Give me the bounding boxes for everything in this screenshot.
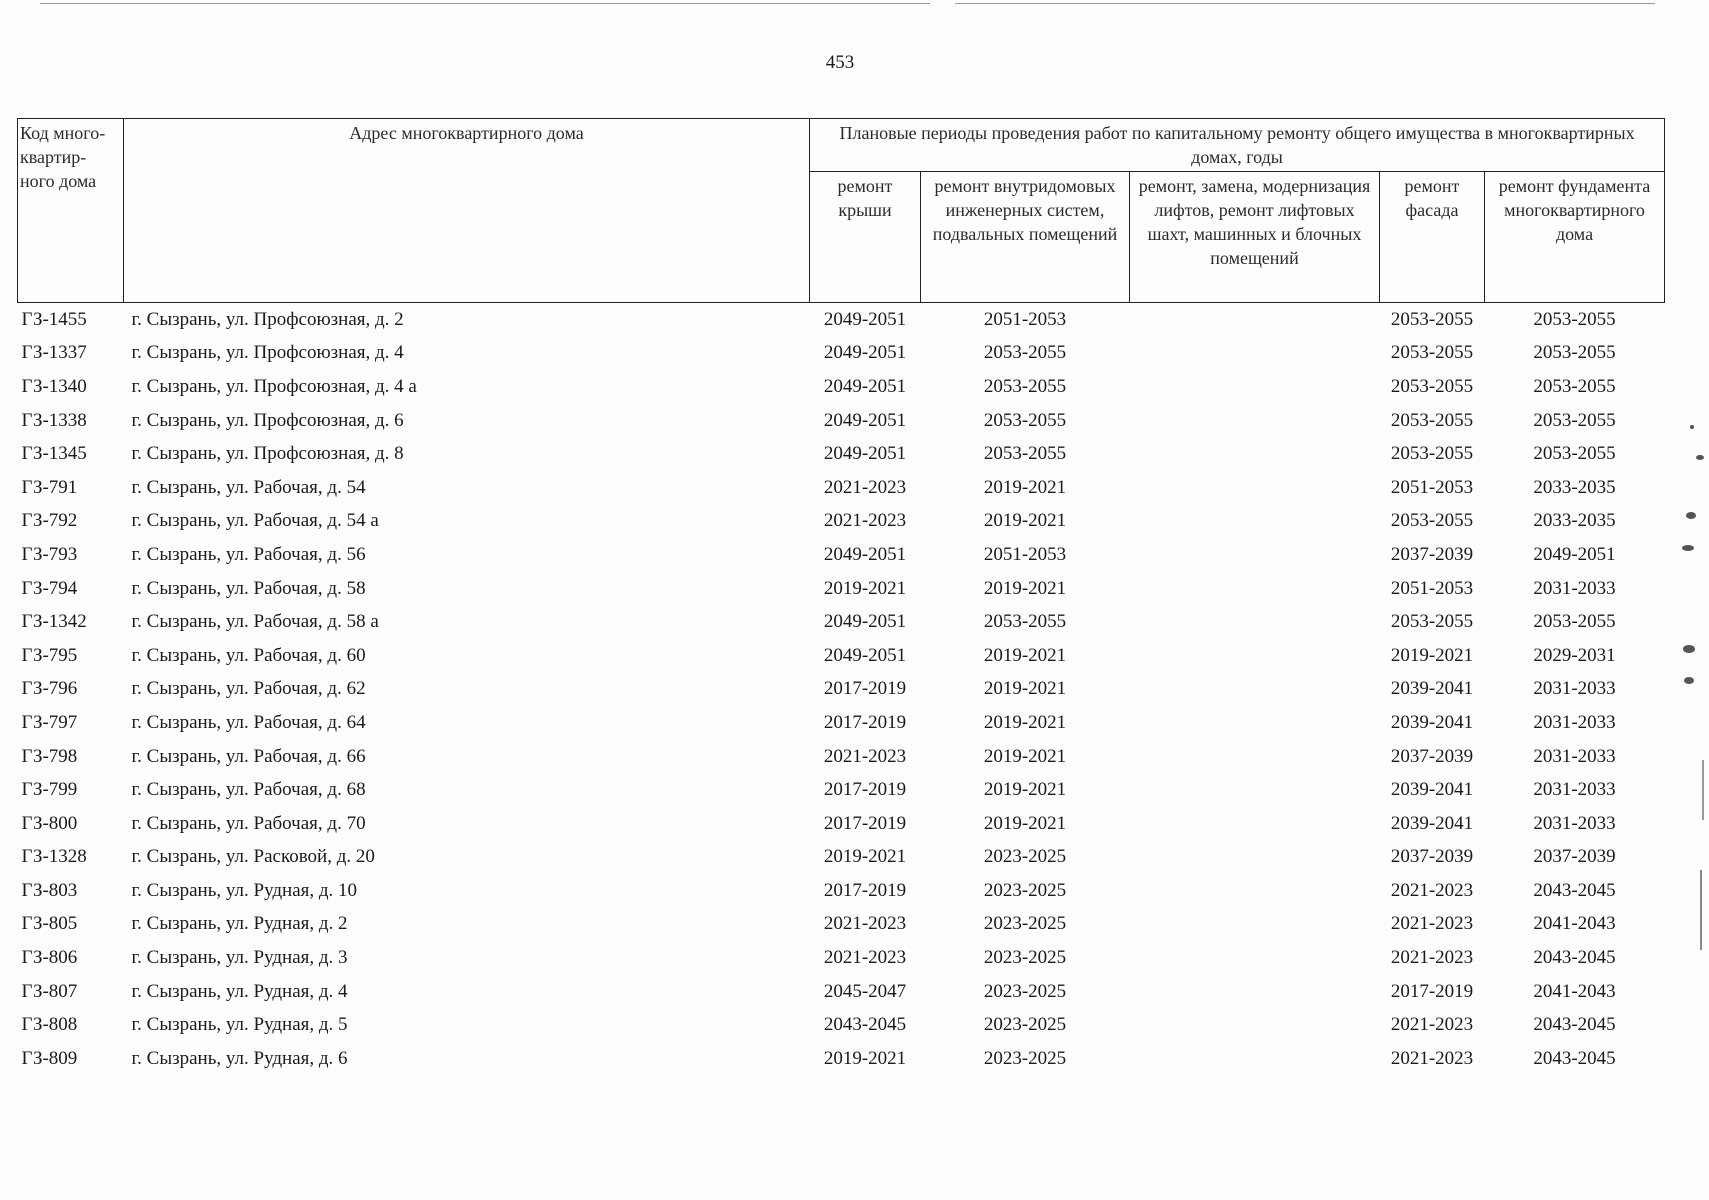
cell-engineering-period: 2023-2025	[983, 879, 1067, 901]
page-number: 453	[825, 52, 855, 73]
cell-facade-period: 2037-2039	[1390, 846, 1474, 868]
cell-facade-period: 2017-2019	[1390, 980, 1474, 1002]
header-engineering-repair: ремонт внутридомовых инженерных систем, подвальных помещений	[921, 172, 1130, 303]
cell-address: г. Сызрань, ул. Профсоюзная, д. 8	[131, 443, 404, 465]
cell-engineering-period: 2023-2025	[983, 947, 1067, 969]
cell-address: г. Сызрань, ул. Рабочая, д. 64	[131, 711, 366, 733]
cell-lift-period	[1130, 908, 1380, 942]
cell-roof-period: 2049-2051	[823, 308, 907, 330]
header-lift-repair: ремонт, замена, модернизация лифтов, ремонт лифтовых шахт, машинных и блочных помещений	[1130, 172, 1380, 303]
cell-facade-period: 2053-2055	[1390, 375, 1474, 397]
table-row	[18, 975, 1665, 1009]
cell-lift-period	[1130, 505, 1380, 539]
cell-foundation-period: 2053-2055	[1533, 409, 1616, 431]
cell-address: г. Сызрань, ул. Рабочая, д. 58	[131, 577, 366, 599]
table-row	[18, 404, 1665, 438]
cell-roof-period: 2021-2023	[823, 947, 907, 969]
cell-engineering-period: 2023-2025	[983, 980, 1067, 1002]
cell-building-code: ГЗ-805	[21, 913, 78, 935]
cell-engineering-period: 2023-2025	[983, 846, 1067, 868]
cell-lift-period	[1130, 404, 1380, 438]
cell-facade-period: 2053-2055	[1390, 409, 1474, 431]
cell-building-code: ГЗ-791	[21, 476, 78, 498]
cell-address: г. Сызрань, ул. Рудная, д. 10	[131, 879, 358, 901]
scan-speck	[1683, 645, 1695, 653]
cell-lift-period	[1130, 941, 1380, 975]
cell-address: г. Сызрань, ул. Рабочая, д. 54	[131, 476, 366, 498]
cell-engineering-period: 2053-2055	[983, 611, 1067, 633]
cell-lift-period	[1130, 337, 1380, 371]
cell-foundation-period: 2031-2033	[1533, 745, 1616, 767]
cell-roof-period: 2049-2051	[823, 611, 907, 633]
table-header	[18, 119, 1665, 303]
cell-address: г. Сызрань, ул. Профсоюзная, д. 6	[131, 409, 404, 431]
table-row	[18, 437, 1665, 471]
cell-foundation-period: 2037-2039	[1533, 846, 1616, 868]
cell-foundation-period: 2031-2033	[1533, 812, 1616, 834]
cell-lift-period	[1130, 841, 1380, 875]
table-row	[18, 841, 1665, 875]
cell-building-code: ГЗ-807	[21, 980, 78, 1002]
scan-speck	[1684, 677, 1694, 684]
cell-engineering-period: 2019-2021	[983, 678, 1067, 700]
cell-address: г. Сызрань, ул. Рабочая, д. 54 а	[131, 510, 379, 532]
cell-building-code: ГЗ-1337	[21, 342, 87, 364]
cell-foundation-period: 2031-2033	[1533, 779, 1616, 801]
cell-building-code: ГЗ-803	[21, 879, 78, 901]
table-row	[18, 740, 1665, 774]
cell-roof-period: 2043-2045	[823, 1014, 907, 1036]
cell-lift-period	[1130, 975, 1380, 1009]
cell-foundation-period: 2053-2055	[1533, 308, 1616, 330]
cell-facade-period: 2039-2041	[1390, 711, 1474, 733]
repair-schedule-table	[17, 118, 1665, 1076]
cell-building-code: ГЗ-809	[21, 1047, 78, 1069]
cell-building-code: ГЗ-1345	[21, 443, 87, 465]
cell-address: г. Сызрань, ул. Рабочая, д. 60	[131, 644, 366, 666]
cell-building-code: ГЗ-794	[21, 577, 78, 599]
cell-foundation-period: 2031-2033	[1533, 678, 1616, 700]
cell-foundation-period: 2029-2031	[1533, 644, 1616, 666]
cell-foundation-period: 2031-2033	[1533, 577, 1616, 599]
cell-address: г. Сызрань, ул. Рабочая, д. 70	[131, 812, 366, 834]
header-planned-periods: Плановые периоды проведения работ по капитальному ремонту общего имущества в многоквартирных домах, годы	[810, 119, 1665, 172]
table-row	[18, 1042, 1665, 1076]
cell-engineering-period: 2053-2055	[983, 342, 1067, 364]
cell-facade-period: 2053-2055	[1390, 342, 1474, 364]
cell-facade-period: 2039-2041	[1390, 678, 1474, 700]
cell-foundation-period: 2043-2045	[1533, 1047, 1616, 1069]
cell-lift-period	[1130, 538, 1380, 572]
cell-facade-period: 2039-2041	[1390, 812, 1474, 834]
table-row	[18, 941, 1665, 975]
cell-engineering-period: 2019-2021	[983, 577, 1067, 599]
cell-facade-period: 2021-2023	[1390, 913, 1474, 935]
cell-foundation-period: 2031-2033	[1533, 711, 1616, 733]
cell-facade-period: 2051-2053	[1390, 476, 1474, 498]
cell-facade-period: 2021-2023	[1390, 1014, 1474, 1036]
cell-facade-period: 2021-2023	[1390, 1047, 1474, 1069]
cell-roof-period: 2049-2051	[823, 443, 907, 465]
cell-address: г. Сызрань, ул. Профсоюзная, д. 4 а	[131, 375, 417, 397]
cell-building-code: ГЗ-1328	[21, 846, 87, 868]
scan-speck	[1702, 760, 1704, 820]
cell-lift-period	[1130, 437, 1380, 471]
cell-address: г. Сызрань, ул. Рудная, д. 5	[131, 1014, 348, 1036]
cell-facade-period: 2053-2055	[1390, 443, 1474, 465]
cell-facade-period: 2053-2055	[1390, 611, 1474, 633]
cell-address: г. Сызрань, ул. Рабочая, д. 58 а	[131, 611, 379, 633]
table-row	[18, 1008, 1665, 1042]
cell-foundation-period: 2043-2045	[1533, 947, 1616, 969]
cell-lift-period	[1130, 370, 1380, 404]
cell-roof-period: 2021-2023	[823, 745, 907, 767]
table-row	[18, 471, 1665, 505]
cell-engineering-period: 2053-2055	[983, 375, 1067, 397]
cell-building-code: ГЗ-1338	[21, 409, 87, 431]
cell-roof-period: 2049-2051	[823, 409, 907, 431]
cell-foundation-period: 2053-2055	[1533, 342, 1616, 364]
cell-building-code: ГЗ-793	[21, 543, 78, 565]
cell-engineering-period: 2019-2021	[983, 779, 1067, 801]
cell-facade-period: 2051-2053	[1390, 577, 1474, 599]
table-row	[18, 706, 1665, 740]
table-row	[18, 908, 1665, 942]
cell-roof-period: 2021-2023	[823, 913, 907, 935]
cell-lift-period	[1130, 773, 1380, 807]
cell-foundation-period: 2033-2035	[1533, 510, 1616, 532]
cell-lift-period	[1130, 1008, 1380, 1042]
cell-engineering-period: 2053-2055	[983, 443, 1067, 465]
cell-foundation-period: 2053-2055	[1533, 443, 1616, 465]
cell-building-code: ГЗ-797	[21, 711, 78, 733]
cell-engineering-period: 2019-2021	[983, 644, 1067, 666]
cell-building-code: ГЗ-798	[21, 745, 78, 767]
cell-facade-period: 2037-2039	[1390, 745, 1474, 767]
cell-address: г. Сызрань, ул. Профсоюзная, д. 2	[131, 308, 404, 330]
cell-roof-period: 2019-2021	[823, 846, 907, 868]
cell-address: г. Сызрань, ул. Рудная, д. 6	[131, 1047, 348, 1069]
cell-building-code: ГЗ-795	[21, 644, 78, 666]
cell-roof-period: 2045-2047	[823, 980, 907, 1002]
cell-engineering-period: 2019-2021	[983, 812, 1067, 834]
table-row	[18, 639, 1665, 673]
cell-lift-period	[1130, 303, 1380, 337]
cell-lift-period	[1130, 673, 1380, 707]
scan-top-rule-left	[40, 3, 930, 4]
cell-address: г. Сызрань, ул. Рудная, д. 2	[131, 913, 348, 935]
cell-lift-period	[1130, 1042, 1380, 1076]
scan-speck	[1690, 425, 1694, 429]
cell-building-code: ГЗ-1455	[21, 308, 87, 330]
cell-lift-period	[1130, 605, 1380, 639]
table-row	[18, 303, 1665, 337]
table-row	[18, 807, 1665, 841]
scan-speck	[1686, 512, 1696, 519]
cell-engineering-period: 2051-2053	[983, 543, 1067, 565]
cell-roof-period: 2021-2023	[823, 510, 907, 532]
cell-engineering-period: 2019-2021	[983, 510, 1067, 532]
cell-building-code: ГЗ-796	[21, 678, 78, 700]
table-body	[18, 303, 1665, 1076]
cell-lift-period	[1130, 874, 1380, 908]
cell-building-code: ГЗ-806	[21, 947, 78, 969]
table-row	[18, 874, 1665, 908]
cell-lift-period	[1130, 740, 1380, 774]
cell-address: г. Сызрань, ул. Рабочая, д. 56	[131, 543, 366, 565]
cell-foundation-period: 2041-2043	[1533, 913, 1616, 935]
table-row	[18, 673, 1665, 707]
cell-engineering-period: 2023-2025	[983, 1014, 1067, 1036]
cell-roof-period: 2049-2051	[823, 342, 907, 364]
cell-building-code: ГЗ-1342	[21, 611, 87, 633]
cell-facade-period: 2053-2055	[1390, 510, 1474, 532]
cell-foundation-period: 2053-2055	[1533, 611, 1616, 633]
cell-engineering-period: 2023-2025	[983, 1047, 1067, 1069]
cell-address: г. Сызрань, ул. Рабочая, д. 66	[131, 745, 366, 767]
cell-building-code: ГЗ-808	[21, 1014, 78, 1036]
scan-speck	[1682, 545, 1694, 551]
table-row	[18, 505, 1665, 539]
cell-address: г. Сызрань, ул. Рабочая, д. 68	[131, 779, 366, 801]
cell-roof-period: 2017-2019	[823, 879, 907, 901]
cell-foundation-period: 2041-2043	[1533, 980, 1616, 1002]
cell-roof-period: 2021-2023	[823, 476, 907, 498]
header-address: Адрес многоквартирного дома	[124, 119, 810, 303]
header-roof-repair: ремонт крыши	[810, 172, 921, 303]
cell-address: г. Сызрань, ул. Рабочая, д. 62	[131, 678, 366, 700]
cell-facade-period: 2039-2041	[1390, 779, 1474, 801]
cell-engineering-period: 2019-2021	[983, 711, 1067, 733]
cell-building-code: ГЗ-799	[21, 779, 78, 801]
cell-foundation-period: 2043-2045	[1533, 879, 1616, 901]
cell-roof-period: 2049-2051	[823, 543, 907, 565]
header-building-code: Код много-квартир-ного дома	[18, 119, 124, 303]
cell-foundation-period: 2049-2051	[1533, 543, 1616, 565]
cell-building-code: ГЗ-792	[21, 510, 78, 532]
cell-engineering-period: 2051-2053	[983, 308, 1067, 330]
cell-roof-period: 2017-2019	[823, 779, 907, 801]
cell-address: г. Сызрань, ул. Рудная, д. 4	[131, 980, 348, 1002]
cell-lift-period	[1130, 807, 1380, 841]
cell-lift-period	[1130, 639, 1380, 673]
table-row	[18, 370, 1665, 404]
cell-roof-period: 2017-2019	[823, 812, 907, 834]
cell-roof-period: 2017-2019	[823, 711, 907, 733]
cell-address: г. Сызрань, ул. Профсоюзная, д. 4	[131, 342, 404, 364]
scan-top-rule-right	[955, 3, 1655, 4]
cell-foundation-period: 2043-2045	[1533, 1014, 1616, 1036]
cell-roof-period: 2019-2021	[823, 1047, 907, 1069]
cell-lift-period	[1130, 471, 1380, 505]
cell-facade-period: 2019-2021	[1390, 644, 1474, 666]
header-facade-repair: ремонт фасада	[1380, 172, 1485, 303]
cell-roof-period: 2017-2019	[823, 678, 907, 700]
cell-engineering-period: 2019-2021	[983, 745, 1067, 767]
cell-roof-period: 2049-2051	[823, 644, 907, 666]
cell-facade-period: 2037-2039	[1390, 543, 1474, 565]
scan-speck	[1696, 455, 1704, 460]
cell-address: г. Сызрань, ул. Рудная, д. 3	[131, 947, 348, 969]
cell-lift-period	[1130, 572, 1380, 606]
table-row	[18, 538, 1665, 572]
scan-speck	[1700, 870, 1702, 950]
table-row	[18, 572, 1665, 606]
table-row	[18, 773, 1665, 807]
cell-address: г. Сызрань, ул. Расковой, д. 20	[131, 846, 375, 868]
cell-foundation-period: 2053-2055	[1533, 375, 1616, 397]
cell-roof-period: 2019-2021	[823, 577, 907, 599]
table-row	[18, 605, 1665, 639]
table-row	[18, 337, 1665, 371]
cell-building-code: ГЗ-800	[21, 812, 78, 834]
cell-roof-period: 2049-2051	[823, 375, 907, 397]
header-foundation-repair: ремонт фундамента многоквартирного дома	[1485, 172, 1665, 303]
cell-facade-period: 2021-2023	[1390, 947, 1474, 969]
cell-engineering-period: 2053-2055	[983, 409, 1067, 431]
cell-foundation-period: 2033-2035	[1533, 476, 1616, 498]
cell-lift-period	[1130, 706, 1380, 740]
cell-facade-period: 2021-2023	[1390, 879, 1474, 901]
cell-engineering-period: 2019-2021	[983, 476, 1067, 498]
cell-engineering-period: 2023-2025	[983, 913, 1067, 935]
cell-building-code: ГЗ-1340	[21, 375, 87, 397]
cell-facade-period: 2053-2055	[1390, 308, 1474, 330]
